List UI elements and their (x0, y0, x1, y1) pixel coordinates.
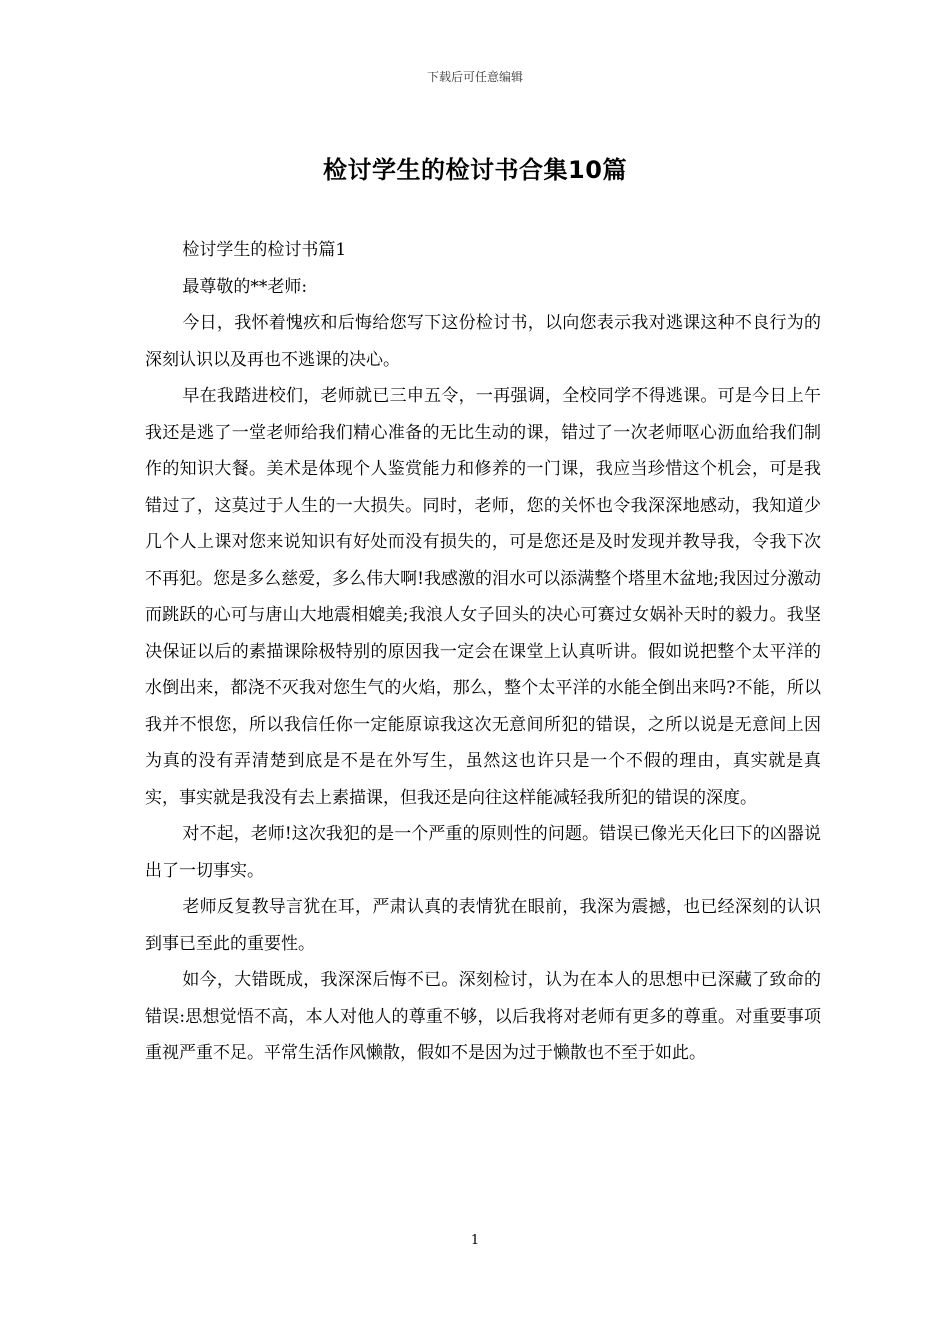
body-paragraph: 对不起，老师!这次我犯的是一个严重的原则性的问题。错误已像光天化曰下的凶器说出了一切事实。 (145, 824, 821, 881)
body-paragraph: 如今，大错既成，我深深后悔不已。深刻检讨，认为在本人的思想中已深藏了致命的错误:思想觉悟不高，本人对他人的尊重不够，以后我将对老师有更多的尊重。对重要事项重视严重不足。平常生活作风懒散，假如不是因为过于懒散也不至于如此。 (145, 970, 821, 1063)
body-paragraph: 今日，我怀着愧疚和后悔给您写下这份检讨书，以向您表示我对逃课这种不良行为的深刻认识以及再也不逃课的决心。 (145, 313, 821, 370)
body-paragraph: 早在我踏进校们，老师就已三申五令，一再强调，全校同学不得逃课。可是今日上午我还是逃了一堂老师给我们精心准备的无比生动的课，错过了一次老师呕心沥血给我们制作的知识大餐。美术是体现个人鉴赏能力和修养的一门课，我应当珍惜这个机会，可是我错过了，这莫过于人生的一大损失。同时，老师，您的关怀也令我深深地感动，我知道少几个人上课对您来说知识有好处而没有损失的，可是您还是及时发现并教导我，令我下次不再犯。您是多么慈爱，多么伟大啊!我感激的泪水可以添满整个塔里木盆地;我因过分激动而跳跃的心可与唐山大地震相媲美;我浪人女子回头的决心可赛过女娲补天时的毅力。我坚决保证以后的素描课除极特别的原因我一定会在课堂上认真听讲。假如说把整个太平洋的水倒出来，都浇不灭我对您生气的火焰，那么，整个太平洋的水能全倒出来吗?不能，所以我并不恨您，所以我信任你一定能原谅我这次无意间所犯的错误，之所以说是无意间上因为真的没有弄清楚到底是不是在外写生，虽然这也许只是一个不假的理由，真实就是真实，事实就是我没有去上素描课，但我还是向往这样能减轻我所犯的错误的深度。 (145, 386, 821, 808)
salutation: 最尊敬的**老师: (182, 276, 308, 297)
document-title: 检讨学生的检讨书合集10篇 (323, 156, 627, 184)
document-body (145, 232, 821, 1072)
section-heading: 检讨学生的检讨书篇1 (182, 240, 347, 260)
header-note: 下载后可任意编辑 (426, 70, 523, 84)
body-paragraph: 老师反复教导言犹在耳，严肃认真的表情犹在眼前，我深为震撼，也已经深刻的认识到事已至此的重要性。 (145, 897, 821, 954)
page-number: 1 (470, 1233, 480, 1248)
